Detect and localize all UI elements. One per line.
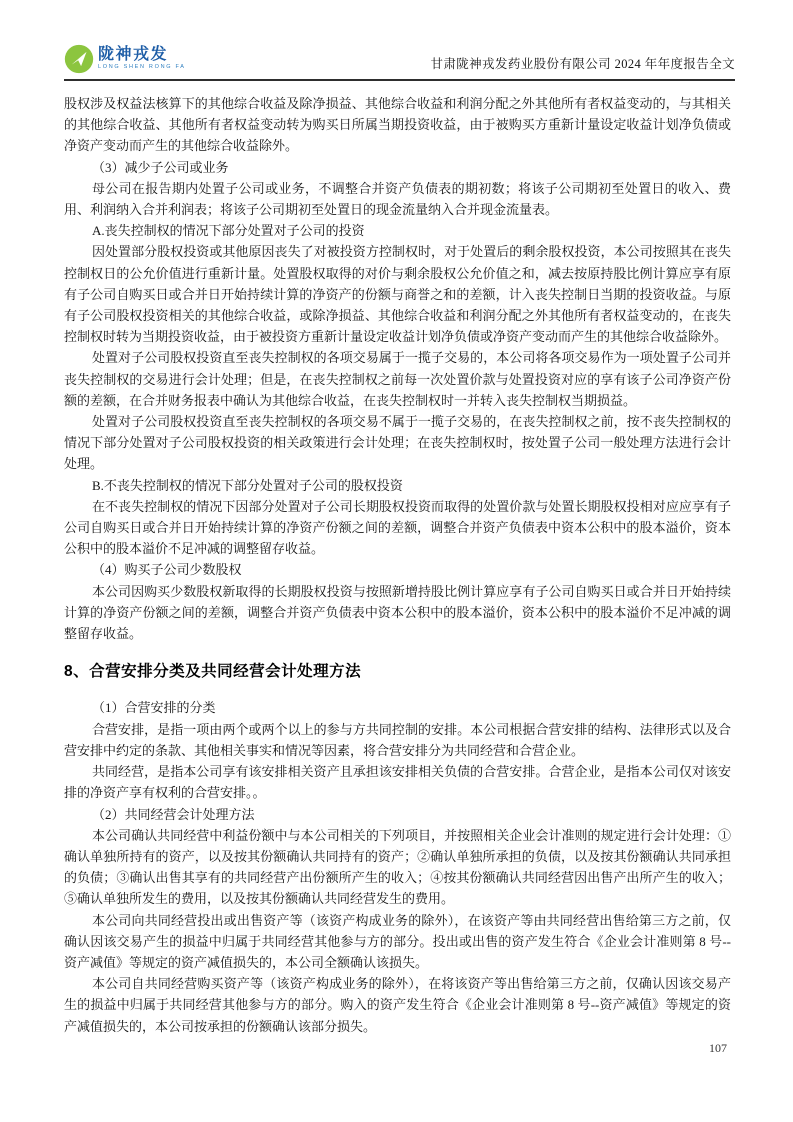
company-logo [64, 44, 186, 74]
list-item-label: （4）购买子公司少数股权 [91, 562, 242, 578]
page-header [64, 44, 735, 81]
list-item-label: （1）合营安排的分类 [91, 700, 216, 716]
paragraph: 因处置部分股权投资或其他原因丧失了对被投资方控制权时，对于处置后的剩余股权投资，本公司按照其在丧失控制权日的公允价值进行重新计量。处置股权取得的对价与剩余股权公允价值之和，减去按原持股比例计算应享有原有子公司自购买日或合并日开始持续计算的净资产的份额与商誉之和的差额，计入丧失控制日当期的投资收益。与原有子公司股权投资相关的其他综合收益，或除净损益、其他综合收益和利润分配之外其他所有者权益变动的，在丧失控制权时转为当期投资收益，由于被投资方重新计量设定收益计划净负债或净资产变动而产生的其他综合收益除外。 [64, 244, 731, 345]
paragraph: 在不丧失控制权的情况下因部分处置对子公司长期股权投资而取得的处置价款与处置长期股权投相对应应享有子公司自购买日或合并日开始持续计算的净资产份额之间的差额，调整合并资产负债表中资本公积中的股本溢价，资本公积中的股本溢价不足冲减的调整留存收益。 [64, 498, 731, 557]
list-item-label: A.丧失控制权的情况下部分处置对子公司的投资 [91, 223, 365, 239]
page-number: 107 [709, 1041, 727, 1055]
paragraph: 本公司因购买少数股权新取得的长期股权投资与按照新增持股比例计算应享有子公司自购买日或合并日开始持续计算的净资产份额之间的差额，调整合并资产负债表中资本公积中的股本溢价，资本公积中的股本溢价不足冲减的调整留存收益。 [64, 583, 731, 642]
brand-text [98, 47, 186, 71]
paragraph: 本公司确认共同经营中利益份额中与本公司相关的下列项目，并按照相关企业会计准则的规定进行会计处理：①确认单独所持有的资产，以及按其份额确认共同持有的资产；②确认单独所承担的负债，以及按其份额确认共同承担的负债；③确认出售其享有的共同经营产出份额所产生的收入；④按其份额确认共同经营因出售产出所产生的收入；⑤确认单独所发生的费用，以及按其份额确认共同经营发生的费用。 [64, 827, 731, 907]
paragraph: 处置对子公司股权投资直至丧失控制权的各项交易不属于一揽子交易的，在丧失控制权之前，按不丧失控制权的情况下部分处置对子公司股权投资的相关政策进行会计处理；在丧失控制权时，按处置子公司一般处理方法进行会计处理。 [64, 414, 731, 472]
paragraph: 股权涉及权益法核算下的其他综合收益及除净损益、其他综合收益和利润分配之外其他所有者权益变动的，与其相关的其他综合收益、其他所有者权益变动转为购买日所属当期投资收益，由于被购买方重新计量设定收益计划净负债或净资产变动而产生的其他综合收益除外。 [64, 96, 731, 154]
paragraph: 本公司向共同经营投出或出售资产等（该资产构成业务的除外），在该资产等由共同经营出售给第三方之前，仅确认因该交易产生的损益中归属于共同经营其他参与方的部分。投出或出售的资产发生符合《企业会计准则第 8 号--资产减值》等规定的资产减值损失的，本公司全额确认该损失。 [64, 912, 731, 970]
list-item-label: B.不丧失控制权的情况下部分处置对子公司的股权投资 [91, 477, 403, 493]
paragraph: 本公司自共同经营购买资产等（该资产构成业务的除外），在将该资产等出售给第三方之前，仅确认因该交易产生的损益中归属于共同经营其他参与方的部分。购入的资产发生符合《企业会计准则第 8 号--资产减值》等规定的资产减值损失的，本公司按承担的份额确认该部分损失。 [64, 976, 731, 1034]
brand-name-en: LONG SHEN RONG FA [98, 64, 186, 71]
brand-name-cn: 陇神戎发 [98, 46, 169, 64]
paragraph: 共同经营，是指本公司享有该安排相关资产且承担该安排相关负债的合营安排。合营企业，是指本公司仅对该安排的净资产享有权利的合营安排。。 [64, 764, 731, 801]
list-item-label: （2）共同经营会计处理方法 [91, 806, 255, 822]
report-title: 甘肃陇神戎发药业股份有限公司 2024 年年度报告全文 [430, 57, 735, 71]
paragraph: 处置对子公司股权投资直至丧失控制权的各项交易属于一揽子交易的，本公司将各项交易作为一项处置子公司并丧失控制权的交易进行会计处理；但是，在丧失控制权之前每一次处置价款与处置投资对应的享有该子公司净资产份额的差额，在合并财务报表中确认为其他综合收益，在丧失控制权时一并转入丧失控制权当期损益。 [64, 350, 731, 408]
paragraph: 合营安排，是指一项由两个或两个以上的参与方共同控制的安排。本公司根据合营安排的结构、法律形式以及合营安排中约定的条款、其他相关事实和情况等因素，将合营安排分为共同经营和合营企业。 [64, 721, 731, 758]
section-heading: 8、合营安排分类及共同经营会计处理方法 [64, 663, 362, 681]
paragraph: 母公司在报告期内处置子公司或业务，不调整合并资产负债表的期初数；将该子公司期初至处置日的收入、费用、利润纳入合并利润表；将该子公司期初至处置日的现金流量纳入合并现金流量表。 [64, 180, 731, 218]
list-item-label: （3）减少子公司或业务 [91, 159, 229, 175]
document-body [64, 93, 731, 1037]
company-logo-icon [64, 44, 94, 74]
